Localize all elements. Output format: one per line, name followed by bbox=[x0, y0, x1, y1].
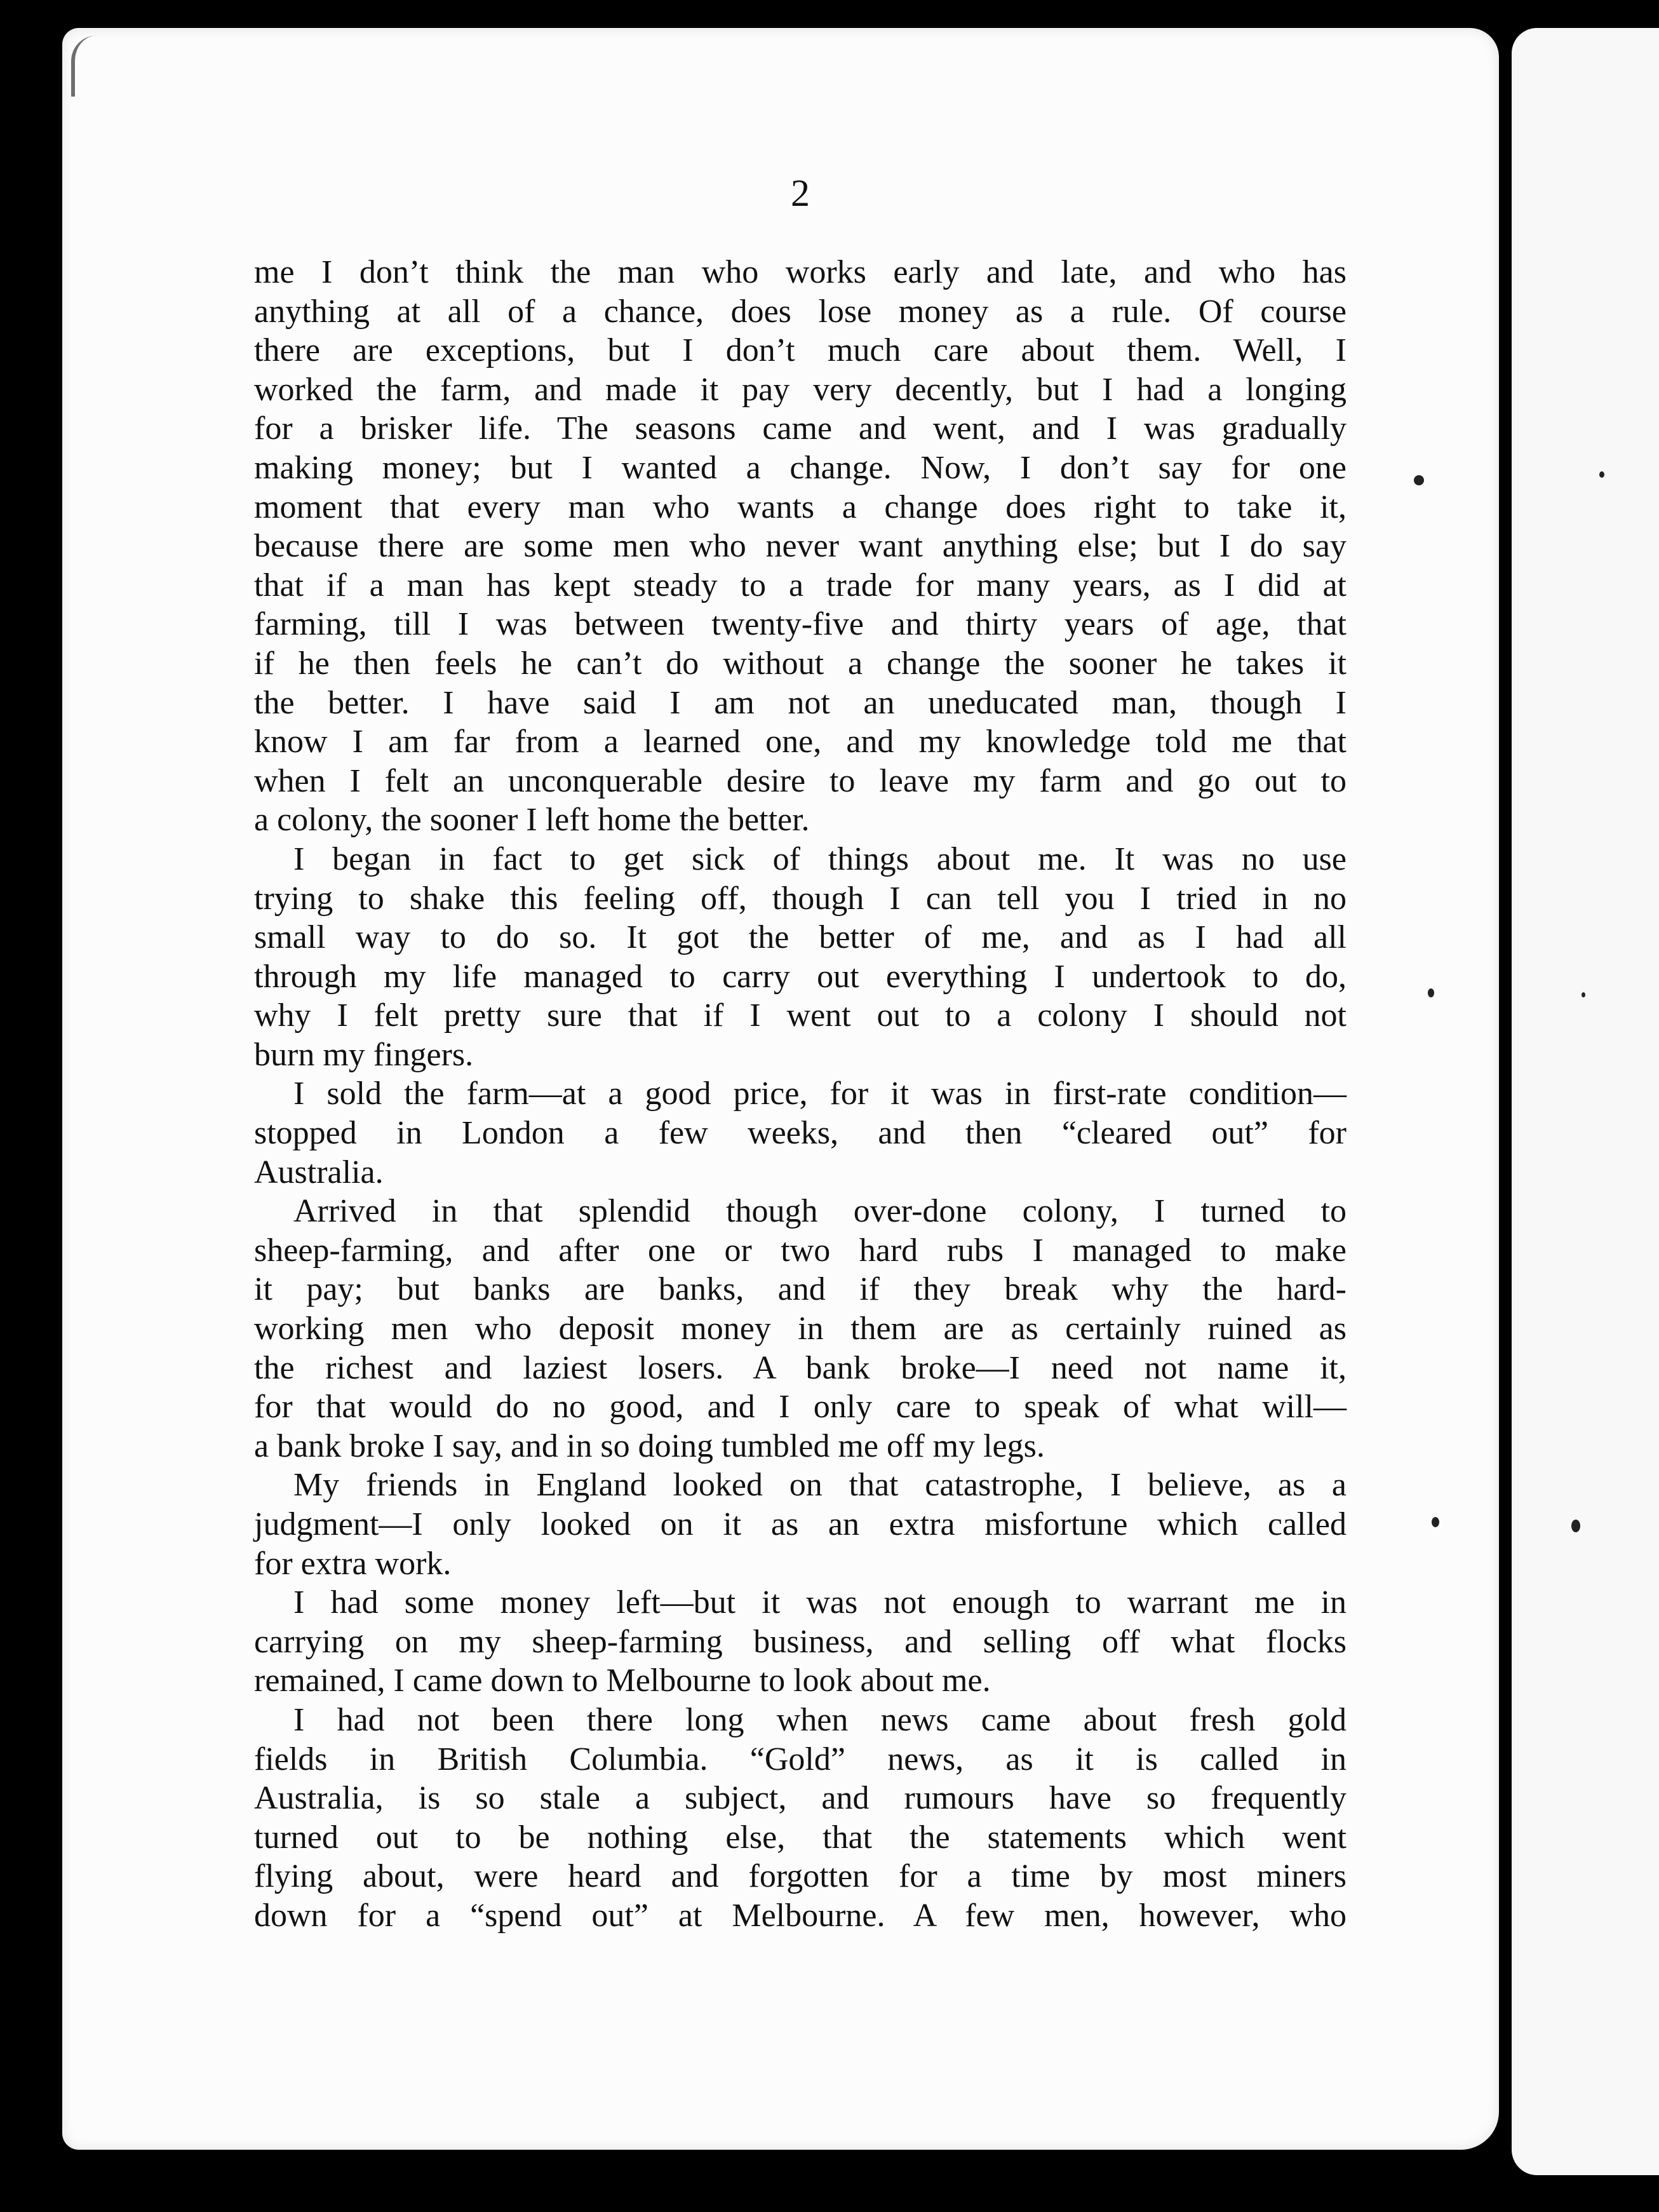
text-line: for a brisker life. The seasons came and went, and I was gradually bbox=[254, 410, 1347, 447]
text-line: know I am far from a learned one, and my knowledge told me that bbox=[254, 724, 1347, 760]
text-line: farming, till I was between twenty-five and thirty years of age, that bbox=[254, 606, 1347, 643]
text-line: moment that every man who wants a change does right to take it, bbox=[254, 489, 1347, 525]
page-number: 2 bbox=[791, 172, 810, 214]
text-line: carrying on my sheep-farming business, and selling off what flocks bbox=[254, 1623, 1347, 1660]
text-line: I sold the farm—at a good price, for it was in first-rate condition— bbox=[293, 1076, 1347, 1112]
text-line: burn my fingers. bbox=[254, 1036, 474, 1073]
text-line: Australia. bbox=[254, 1154, 384, 1190]
text-line: stopped in London a few weeks, and then “cleared out” for bbox=[254, 1115, 1347, 1152]
text-line: through my life managed to carry out everything I undertook to do, bbox=[254, 958, 1347, 995]
text-line: small way to do so. It got the better of me, and as I had all bbox=[254, 919, 1347, 956]
text-line: making money; but I wanted a change. Now, I don’t say for one bbox=[254, 449, 1347, 486]
text-line: there are exceptions, but I don’t much care about them. Well, I bbox=[254, 332, 1347, 369]
text-line: that if a man has kept steady to a trade for many years, as I did at bbox=[254, 567, 1347, 604]
text-line: working men who deposit money in them are as certainly ruined as bbox=[254, 1311, 1347, 1347]
text-line: trying to shake this feeling off, though I can tell you I tried in no bbox=[254, 880, 1347, 917]
text-line: I had not been there long when news came about fresh gold bbox=[293, 1701, 1347, 1738]
next-page-edge bbox=[1512, 28, 1659, 2175]
text-line: anything at all of a chance, does lose money as a rule. Of course bbox=[254, 293, 1347, 330]
text-line: for extra work. bbox=[254, 1545, 452, 1582]
page-curl bbox=[71, 36, 105, 97]
scan-speck bbox=[1571, 1520, 1580, 1532]
text-line: remained, I came down to Melbourne to look about me. bbox=[254, 1662, 991, 1699]
text-line: judgment—I only looked on it as an extra misfortune which called bbox=[254, 1506, 1347, 1542]
text-line: I had some money left—but it was not enough to warrant me in bbox=[293, 1584, 1347, 1621]
text-line: me I don’t think the man who works early and late, and who has bbox=[254, 254, 1347, 290]
text-line: fields in British Columbia. “Gold” news, as it is called in bbox=[254, 1741, 1347, 1777]
text-line: flying about, were heard and forgotten for a time by most miners bbox=[254, 1858, 1347, 1895]
text-line: the better. I have said I am not an uneducated man, though I bbox=[254, 684, 1347, 721]
text-line: down for a “spend out” at Melbourne. A few men, however, who bbox=[254, 1897, 1347, 1934]
scan-speck bbox=[1582, 992, 1585, 997]
scan-speck bbox=[1428, 988, 1434, 997]
text-line: a bank broke I say, and in so doing tumbled me off my legs. bbox=[254, 1427, 1045, 1464]
scan-speck bbox=[1599, 471, 1604, 478]
text-line: worked the farm, and made it pay very decently, but I had a longing bbox=[254, 371, 1347, 408]
text-line: Australia, is so stale a subject, and rumours have so frequently bbox=[254, 1780, 1347, 1817]
text-line: for that would do no good, and I only care to speak of what will— bbox=[254, 1389, 1347, 1426]
body-text bbox=[254, 253, 1347, 1936]
text-line: sheep-farming, and after one or two hard rubs I managed to make bbox=[254, 1232, 1347, 1269]
text-line: why I felt pretty sure that if I went out to a colony I should not bbox=[254, 997, 1347, 1034]
text-line: I began in fact to get sick of things about me. It was no use bbox=[293, 840, 1347, 877]
text-line: if he then feels he can’t do without a change the sooner he takes it bbox=[254, 645, 1347, 682]
text-line: it pay; but banks are banks, and if they break why the hard- bbox=[254, 1271, 1347, 1308]
text-line: the richest and laziest losers. A bank broke—I need not name it, bbox=[254, 1349, 1347, 1386]
text-line: a colony, the sooner I left home the better. bbox=[254, 802, 810, 839]
scan-speck bbox=[1414, 475, 1424, 485]
text-line: when I felt an unconquerable desire to leave my farm and go out to bbox=[254, 762, 1347, 799]
text-line: because there are some men who never want anything else; but I do say bbox=[254, 528, 1347, 565]
text-line: My friends in England looked on that catastrophe, I believe, as a bbox=[293, 1467, 1347, 1504]
text-line: Arrived in that splendid though over-done colony, I turned to bbox=[293, 1193, 1347, 1230]
scan-speck bbox=[1432, 1517, 1439, 1527]
text-line: turned out to be nothing else, that the statements which went bbox=[254, 1819, 1347, 1856]
